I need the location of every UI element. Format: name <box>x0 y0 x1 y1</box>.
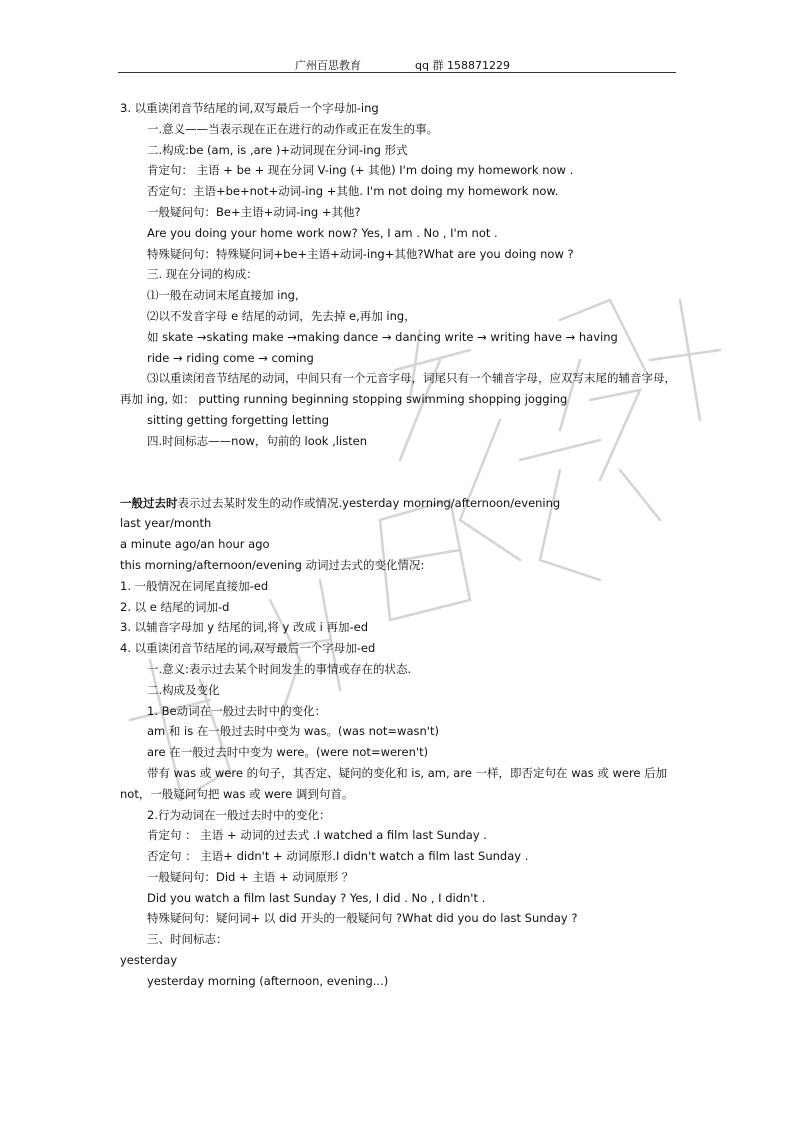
text-line: 1. 一般情况在词尾直接加-ed <box>120 578 269 593</box>
text-line: 3. 以辅音字母加 y 结尾的词,将 y 改成 i 再加-ed <box>120 620 369 635</box>
text-line: ⑴一般在动词末尾直接加 ing, <box>147 288 299 303</box>
text-line: 1. Be动词在一般过去时中的变化： <box>147 703 327 718</box>
section-title-rest: 表示过去某时发生的动作或情况.yesterday morning/afternoon/evening <box>177 495 561 510</box>
document-body <box>120 98 680 992</box>
text-line: 三. 现在分词的构成： <box>147 267 258 282</box>
text-line: am 和 is 在一般过去时中变为 was。(was not=wasn't) <box>147 724 439 739</box>
text-paragraph: 带有 was 或 were 的句子，其否定、疑问的变化和 is, am, are 一样，即否定句在 was 或 were 后加 not，一般疑问句把 was 或 were 调到句首。 <box>120 765 668 801</box>
text-line: 4. 以重读闭音节结尾的词,双写最后一个字母加-ed <box>120 641 376 656</box>
text-line: 3. 以重读闭音节结尾的词,双写最后一个字母加-ing <box>120 101 379 115</box>
text-paragraph: ⑶以重读闭音节结尾的动词，中间只有一个元音字母，词尾只有一个辅音字母，应双写末尾的辅音字母，再加 ing, 如： putting running beginning stopping swimming shopping jogging <box>120 371 676 407</box>
text-line: ⑵以不发音字母 e 结尾的动词，先去掉 e,再加 ing， <box>147 308 416 323</box>
text-line: ride → riding come → coming <box>147 350 314 365</box>
text-line: 否定句：主语+be+not+动词-ing +其他. I'm not doing my homework now. <box>147 184 559 199</box>
text-line: 一般疑问句：Be+主语+动词-ing +其他? <box>147 204 361 219</box>
text-line: 2. 以 e 结尾的词加-d <box>120 599 230 614</box>
text-line: 二.构成:be (am, is ,are )+动词现在分词-ing 形式 <box>147 142 408 157</box>
text-line: 特殊疑问句：疑问词+ 以 did 开头的一般疑问句 ?What did you do last Sunday ? <box>147 911 578 926</box>
text-line: 否定句 ： 主语+ didn't + 动词原形.I didn't watch a film last Sunday . <box>147 849 529 864</box>
text-line: 2.行为动词在一般过去时中的变化： <box>147 807 331 822</box>
page-header <box>118 56 676 73</box>
text-line: 如 skate →skating make →making dance → dancing write → writing have → having <box>147 329 618 344</box>
header-qq: qq 群 158871229 <box>415 59 510 72</box>
text-line: 肯定句 ： 主语 + 动词的过去式 .I watched a film last Sunday . <box>147 828 487 843</box>
text-line: Did you watch a film last Sunday ? Yes, I did . No , I didn't . <box>147 890 486 905</box>
section-title: 一般过去时 <box>120 495 178 510</box>
text-line: yesterday <box>120 953 178 968</box>
text-line: 特殊疑问句：特殊疑问词+be+主语+动词-ing+其他?What are you doing now ? <box>147 246 574 261</box>
text-line: this morning/afternoon/evening 动词过去式的变化情况: <box>120 557 425 572</box>
text-line: 肯定句： 主语 + be + 现在分词 V-ing (+ 其他) I'm doing my homework now . <box>147 163 574 178</box>
header-org: 广州百思教育 <box>295 59 361 72</box>
text-line: 一般疑问句：Did + 主语 + 动词原形 ？ <box>147 869 354 884</box>
text-line: 四.时间标志——now，句前的 look ,listen <box>147 433 368 448</box>
text-line: 一.意义——当表示现在正在进行的动作或正在发生的事。 <box>147 121 439 136</box>
text-line: 二.构成及变化 <box>147 682 220 697</box>
text-line: are 在一般过去时中变为 were。(were not=weren't) <box>147 745 429 760</box>
text-line: a minute ago/an hour ago <box>120 537 270 552</box>
section-gap <box>120 452 680 493</box>
text-line: last year/month <box>120 516 212 531</box>
text-line: 三、时间标志： <box>147 932 228 947</box>
text-line: yesterday morning (afternoon, evening...) <box>147 973 389 988</box>
section-title-line <box>120 493 680 514</box>
text-line: Are you doing your home work now? Yes, I am . No , I'm not . <box>147 225 498 240</box>
text-line: sitting getting forgetting letting <box>147 412 329 427</box>
text-line: 一.意义:表示过去某个时间发生的事情或存在的状态. <box>147 661 412 676</box>
